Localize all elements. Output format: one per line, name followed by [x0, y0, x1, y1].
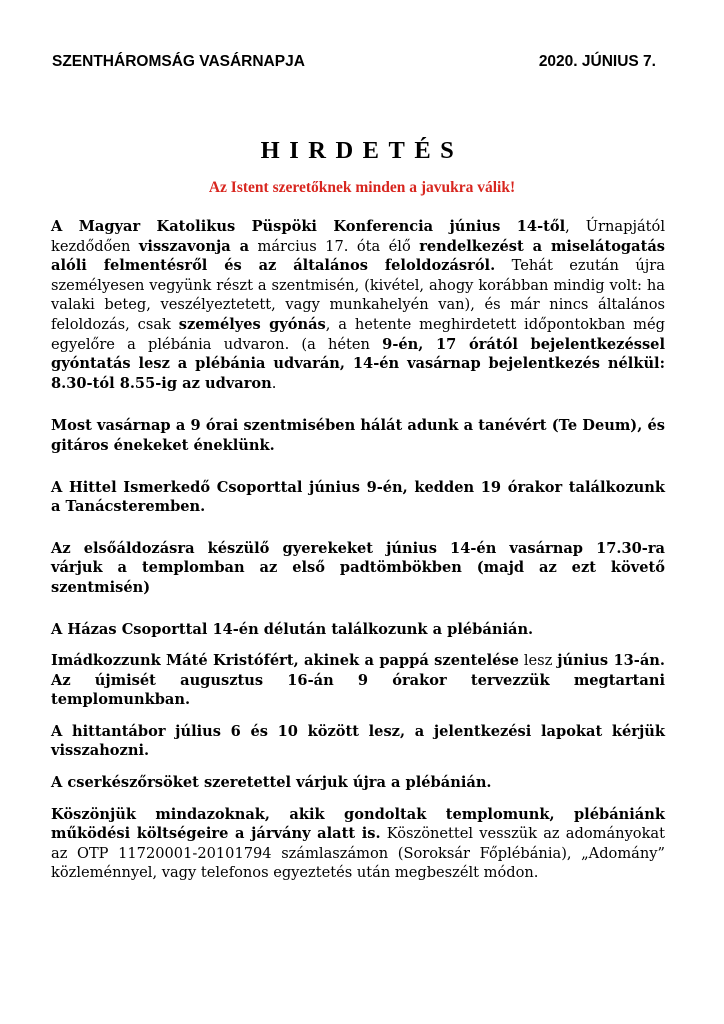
paragraph-first-communion: Az elsőáldozásra készülő gyerekeket június 14-én vasárnap 17.30-ra várjuk a templomban az első padtömbökben (majd az ezt követő szentmisén) [51, 539, 665, 596]
text-segment: lesz [518, 652, 558, 670]
text-segment: . Az újmisét augusztus 16-án 9 órakor tervezzük megtartani templomunkban. [51, 652, 665, 709]
header-date: 2020. JÚNIUS 7. [538, 53, 656, 70]
paragraph-faith-group: A Hittel Ismerkedő Csoporttal június 9-én, kedden 19 órakor találkozunk a Tanácsteremben. [51, 478, 665, 516]
text-segment: március 17. óta élő [249, 237, 420, 255]
text-segment: június 13-án [557, 652, 660, 670]
text-segment: Imádkozzunk Máté Kristófért, akinek a pappá szentelése [51, 652, 519, 670]
paragraph-donations [51, 805, 665, 883]
text-segment: . [271, 374, 277, 392]
text-segment: Tehát ezután újra személyesen vegyünk részt a szentmisén, (kivétel, ahogy korábban mindig volt: ha valaki beteg, veszélyeztetett, vagy munkahelyén van), és már nincs általános feloldozás, csak [51, 257, 665, 333]
text-segment: A Magyar Katolikus Püspöki Konferencia június 14-től [51, 218, 566, 235]
text-segment: rendelkezést a miselátogatás alóli felmentésről és az általános feloldozásról. [51, 237, 666, 275]
page-header [52, 53, 656, 75]
paragraph-catechism-camp: A hittantábor július 6 és 10 között lesz, a jelentkezési lapokat kérjük visszahozni. [51, 722, 665, 760]
text-segment: 9-én, 17 órától bejelentkezéssel gyóntatás lesz a plébánia udvarán, 14-én vasárnap bejelentkezés nélkül: 8.30-tól 8.55-ig az udvaron [51, 335, 665, 392]
paragraph-married-group: A Házas Csoporttal 14-én délután találkozunk a plébánián. [51, 620, 534, 638]
paragraph-mass-rules [51, 217, 665, 393]
page-title: HIRDETÉS [260, 137, 464, 164]
text-segment: visszavonja a [138, 237, 250, 255]
paragraph-scouts: A cserkészőrsöket szeretettel várjuk újra a plébánián. [51, 774, 492, 792]
announcement-body [51, 217, 665, 883]
page-subtitle: Az Istent szeretőknek minden a javukra válik! [208, 179, 516, 196]
text-segment: Köszönjük mindazoknak, akik gondoltak templomunk, plébániánk működési költségeire a járvány alatt is. [51, 805, 665, 843]
text-segment: Köszönettel vesszük az adományokat az OTP 11720001-20101794 számlaszámon (Soroksár Főplébánia), „Adomány” közleménnyel, vagy telefonos egyeztetés után megbeszélt módon. [51, 825, 666, 882]
text-segment: személyes gyónás [178, 315, 326, 333]
paragraph-ordination [51, 651, 665, 710]
text-segment: , Úrnapjától kezdődően [51, 218, 665, 255]
paragraph-te-deum: Most vasárnap a 9 órai szentmisében hálát adunk a tanévért (Te Deum), és gitáros énekeket éneklünk. [51, 417, 665, 454]
text-segment: , a hetente meghirdetett időpontokban még egyelőre a plébánia udvaron. (a héten [51, 315, 665, 353]
header-feast-name: SZENTHÁROMSÁG VASÁRNAPJA [52, 53, 305, 70]
